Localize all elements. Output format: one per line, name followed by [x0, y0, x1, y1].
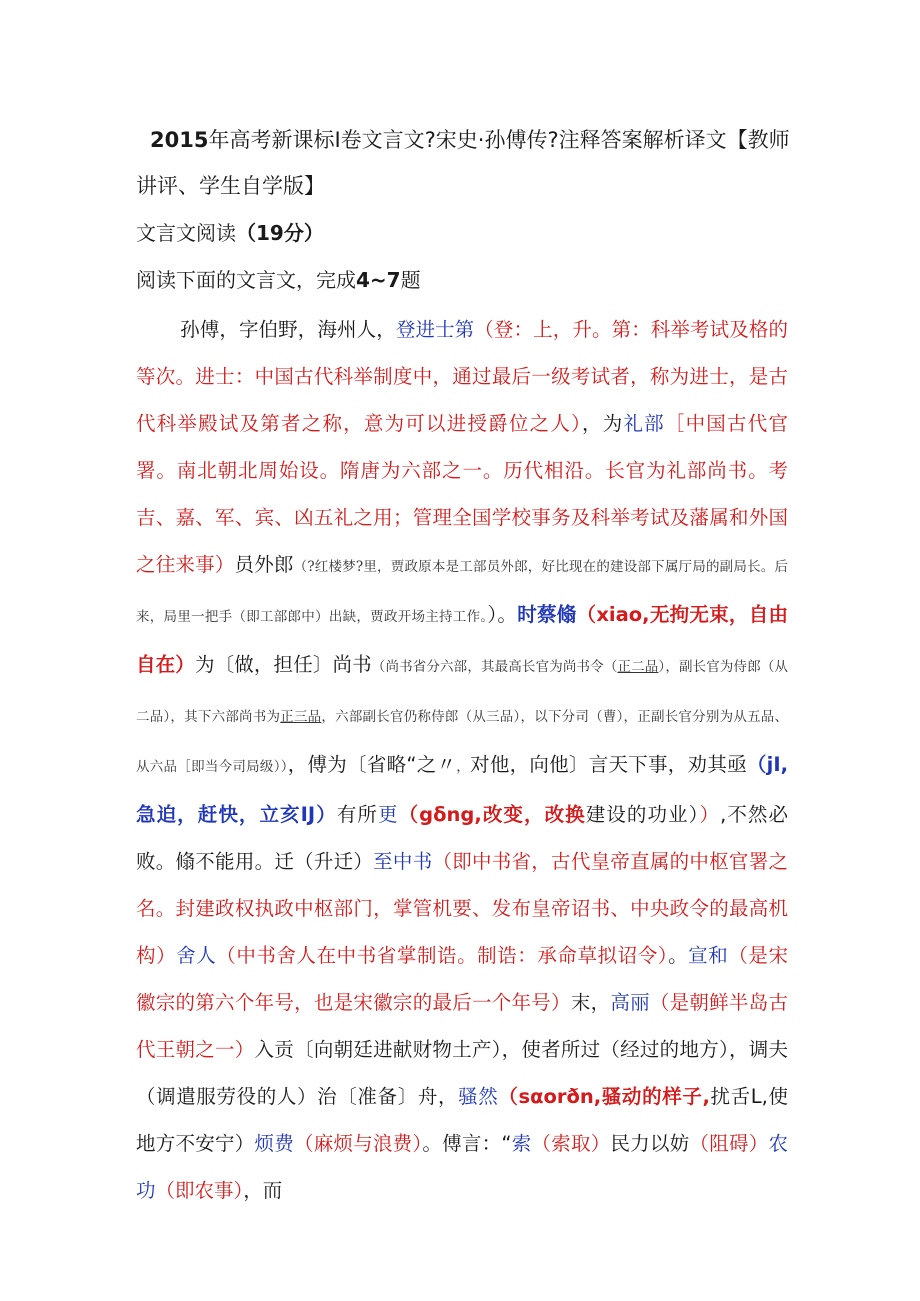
passage-text: ，而 — [243, 1179, 283, 1202]
passage-text: ，为 — [582, 412, 624, 435]
passage-text: 末， — [570, 991, 611, 1014]
classical-passage — [136, 306, 788, 1214]
passage-text: 。傅言：“ — [422, 1132, 512, 1155]
annotation: （即农事） — [155, 1179, 244, 1202]
term: 至中书 — [373, 850, 433, 873]
instruction-line — [136, 265, 421, 295]
annotation: （gδng,改变，改换 — [398, 803, 586, 826]
passage-text: 扰舌L,使地方不安宁） — [136, 1085, 788, 1155]
annotation-note: 正二品 — [617, 659, 659, 675]
passage-text: 民力以妨 — [610, 1132, 690, 1155]
title-year: 2015 — [150, 128, 209, 152]
instruction-range: 4~7 — [356, 268, 401, 292]
document-title — [136, 117, 796, 209]
annotation: （中书舍人在中书省掌制诰。制诰：承命草拟诏令） — [216, 944, 669, 967]
passage-text: 对他，向他〕言天下事，劝其亟 — [470, 753, 747, 776]
section-label: 文言文阅读 — [136, 221, 236, 245]
annotation: ） — [699, 803, 721, 826]
annotation-note: （?红楼梦?里，贾政原本是工部员外郎，好比现在的建设部下属厅局的副局长。后来，局里一把手（即工部郎中）出缺，贾政开场主持工作。 — [136, 559, 788, 625]
annotation-note: ，六部副长官仍称侍郎（从三品），以下分司（曹），正副长官分别为从五品、从六品［即当今司局级）） — [136, 709, 789, 775]
passage-text: ，傅为〔省略“之〃 — [287, 753, 457, 776]
term: 索 — [511, 1132, 532, 1155]
term: 高丽 — [610, 991, 650, 1014]
passage-text: ， — [456, 759, 471, 775]
annotation: （sαorðn,骚动的样子, — [498, 1085, 710, 1108]
instruction-pre: 阅读下面的文言文，完成 — [136, 268, 356, 292]
passage-text: 建设的功业） — [585, 803, 700, 826]
annotation-note: 正三品 — [280, 709, 322, 725]
term: 时蔡翛 — [517, 603, 577, 626]
annotation: （是宋徽宗的第六个年号，也是宋徽宗的最后一个年号） — [136, 944, 788, 1014]
annotation: （登：上，升。第：科举考试及格的等次。进士：中国古代科举制度中，通过最后一级考试者，称为进士，是古代科举殿试及第者之称，意为可以进授爵位之人） — [136, 318, 788, 435]
passage-text: 孙傅，字伯野，海州人， — [180, 318, 396, 341]
annotation: （索取） — [531, 1132, 611, 1155]
annotation: （即中书省，古代皇帝直属的中枢官署之名。封建政权执政中枢部门，掌管机要、发布皇帝诏书、中央政令的最高机构） — [136, 850, 788, 967]
term: 礼部 — [623, 412, 665, 435]
annotation: （阻碍） — [689, 1132, 769, 1155]
term: 农功 — [136, 1132, 788, 1202]
term: 更 — [377, 803, 399, 826]
passage-text: 员外郎 — [234, 553, 294, 576]
passage-text: 为〔做，担任〕尚书 — [194, 653, 372, 676]
passage-text: 有所 — [336, 803, 378, 826]
section-heading — [136, 218, 324, 248]
section-score: （19分） — [236, 221, 324, 245]
title-text: 年高考新课标I卷文言文?宋史·孙傅传?注释答案解析译文【教师讲评、学生自学版】 — [136, 128, 790, 198]
annotation: （麻烦与浪费） — [293, 1132, 423, 1155]
annotation: ［中国古代官署。南北朝北周始设。隋唐为六部之一。历代相沿。长官为礼部尚书。考吉、嘉、军、宾、凶五礼之用；管理全国学校事务及科举考试及藩属和外国之往来事） — [136, 412, 788, 576]
annotation-note: ），副长官为侍郎（从二品），其下六部尚书为 — [136, 659, 789, 725]
term: 宣和 — [688, 944, 729, 967]
passage-text: 入贡〔向朝廷进献财物土产），使者所过（经过的地方），调夫（调遣服劳役的人）治〔准备〕舟， — [136, 1038, 788, 1108]
term: 烦费 — [254, 1132, 294, 1155]
passage-text: ,不然必败。翛不能用。迁（升迁） — [136, 803, 788, 873]
term: 骚然 — [458, 1085, 499, 1108]
passage-text: 。 — [668, 944, 689, 967]
annotation: （jI,急迫，赶快，立亥IJ） — [136, 753, 788, 826]
passage-text: ）。 — [487, 603, 518, 626]
annotation: （是朝鲜半岛古代王朝之一） — [136, 991, 788, 1061]
term: 舍人 — [176, 944, 217, 967]
term: 登进士第 — [395, 318, 475, 341]
instruction-post: 题 — [400, 268, 421, 292]
annotation: （xiao,无拘无束，自由自在） — [136, 603, 788, 676]
annotation-note: （尚书省分六部，其最高长官为尚书令（ — [371, 659, 618, 675]
